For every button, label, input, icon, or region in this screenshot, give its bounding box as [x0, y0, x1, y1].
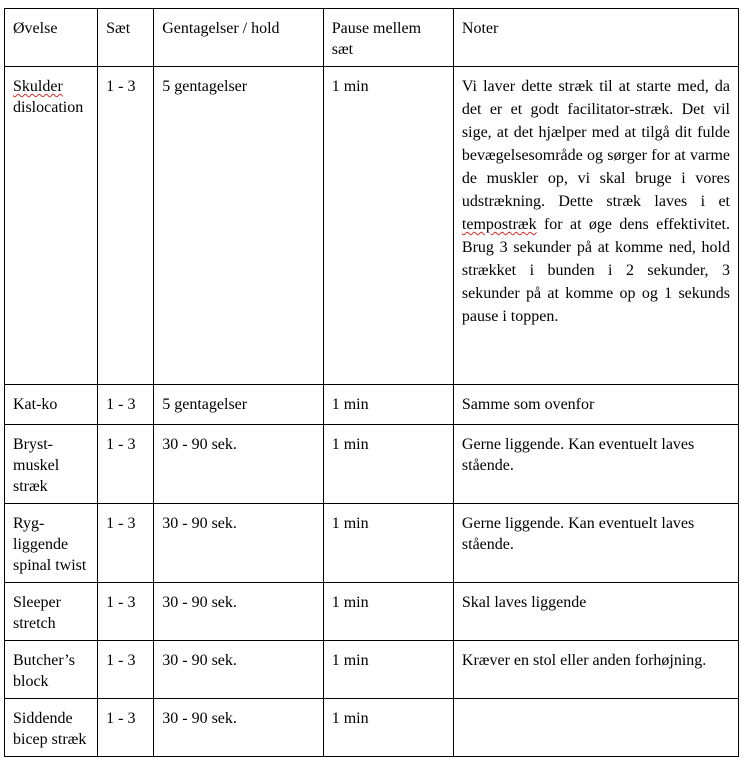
cell-exercise	[5, 67, 98, 385]
cell-reps: 30 - 90 sek.	[154, 699, 323, 757]
cell-reps: 30 - 90 sek.	[154, 504, 323, 583]
cell-reps: 30 - 90 sek.	[154, 425, 323, 504]
spellcheck-word[interactable]: tempostræk	[461, 216, 537, 233]
table-row	[5, 67, 739, 385]
exercise-table	[4, 8, 739, 757]
cell-rest: 1 min	[323, 504, 453, 583]
table-header-row	[5, 9, 739, 67]
header-exercise: Øvelse	[5, 9, 98, 67]
cell-reps: 30 - 90 sek.	[154, 641, 323, 699]
cell-sets: 1 - 3	[98, 699, 154, 757]
header-rest: Pause mellem sæt	[323, 9, 453, 67]
cell-exercise: Sleeper stretch	[5, 583, 98, 641]
cell-rest: 1 min	[323, 67, 453, 385]
cell-exercise: Kat-ko	[5, 385, 98, 425]
header-reps: Gentagelser / hold	[154, 9, 323, 67]
cell-rest: 1 min	[323, 385, 453, 425]
notes-text: Vi laver dette stræk til at starte med, da det er et godt facilitator-stræk. Det vil sige, at det hjælper med at tilgå dit fulde bevægelsesområde og sørger for at varme de muskler op, vi skal bruge i vores udstrækning. Dette stræk laves i et	[461, 78, 730, 210]
cell-rest: 1 min	[323, 641, 453, 699]
cell-notes: Gerne liggende. Kan eventuelt laves stående.	[453, 425, 738, 504]
cell-exercise: Siddende bicep stræk	[5, 699, 98, 757]
cell-rest: 1 min	[323, 699, 453, 757]
cell-rest: 1 min	[323, 425, 453, 504]
cell-notes: Gerne liggende. Kan eventuelt laves stående.	[453, 504, 738, 583]
table-row	[5, 699, 739, 757]
cell-reps: 5 gentagelser	[154, 385, 323, 425]
exercise-text: dislocation	[13, 99, 84, 116]
table-row	[5, 425, 739, 504]
cell-notes: Kræver en stol eller anden forhøjning.	[453, 641, 738, 699]
cell-sets: 1 - 3	[98, 583, 154, 641]
table-row	[5, 504, 739, 583]
table-row	[5, 641, 739, 699]
header-notes: Noter	[453, 9, 738, 67]
cell-notes: Skal laves liggende	[453, 583, 738, 641]
cell-exercise: Ryg-liggende spinal twist	[5, 504, 98, 583]
spellcheck-word[interactable]: Skulder	[13, 78, 63, 95]
cell-sets: 1 - 3	[98, 385, 154, 425]
cell-rest: 1 min	[323, 583, 453, 641]
cell-sets: 1 - 3	[98, 504, 154, 583]
cell-sets: 1 - 3	[98, 641, 154, 699]
cell-exercise: Bryst-muskel stræk	[5, 425, 98, 504]
cell-notes	[453, 67, 738, 385]
cell-sets: 1 - 3	[98, 67, 154, 385]
cell-reps: 30 - 90 sek.	[154, 583, 323, 641]
cell-reps: 5 gentagelser	[154, 67, 323, 385]
header-sets: Sæt	[98, 9, 154, 67]
cell-exercise: Butcher’s block	[5, 641, 98, 699]
cell-notes: Samme som ovenfor	[453, 385, 738, 425]
cell-notes	[453, 699, 738, 757]
notes-text: for at øge dens effektivitet. Brug 3 sekunder på at komme ned, hold strækket i bunden i 2 sekunder, 3 sekunder på at komme op og 1 sekunds pause i toppen.	[461, 216, 730, 325]
document-page	[4, 8, 739, 757]
cell-sets: 1 - 3	[98, 425, 154, 504]
table-row	[5, 583, 739, 641]
table-row	[5, 385, 739, 425]
